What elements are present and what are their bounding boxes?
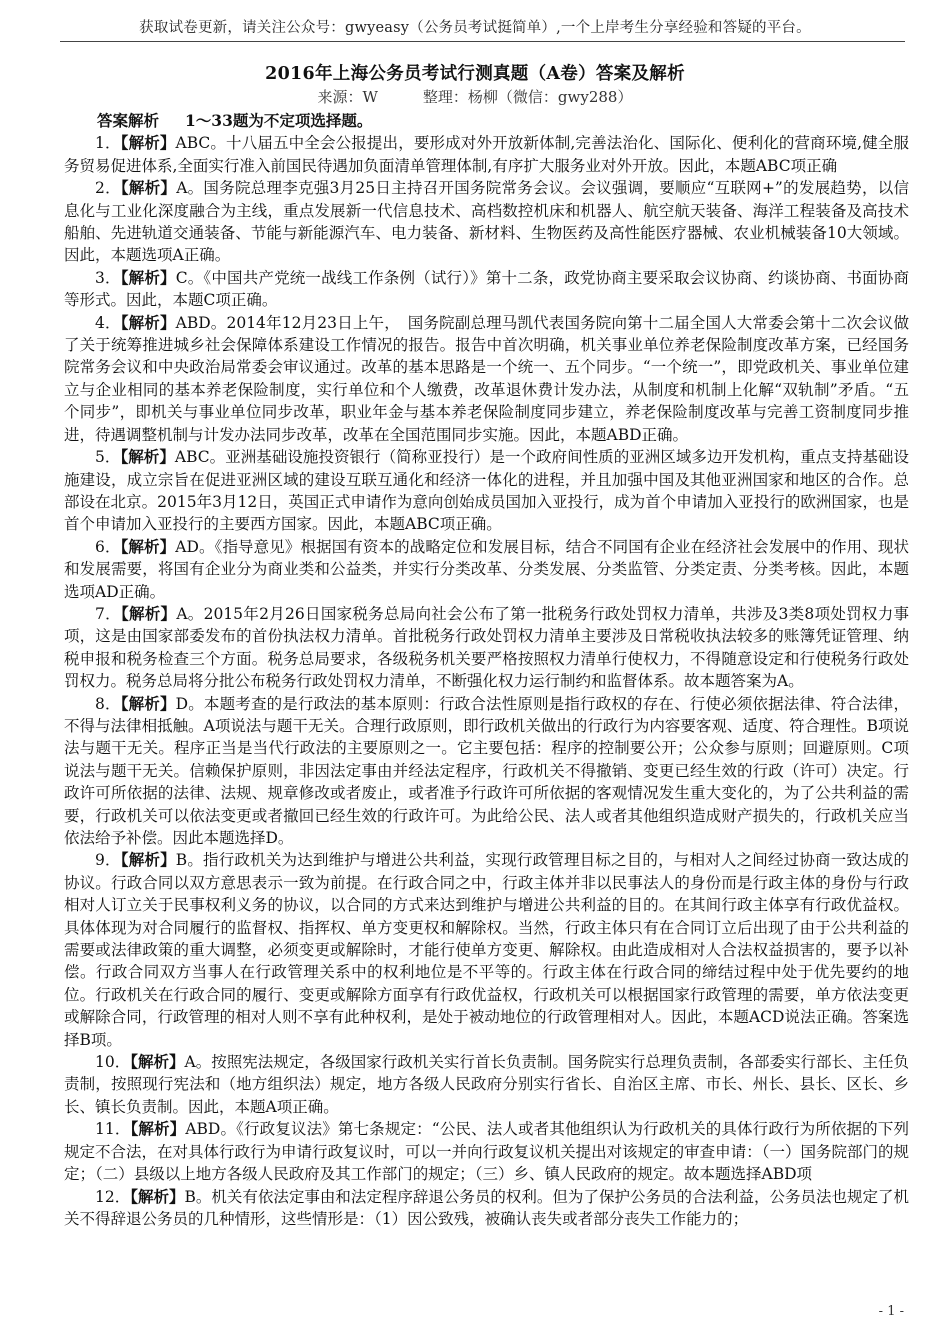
answer-item [64, 603, 909, 693]
intro-line [64, 110, 909, 132]
item-number: 8． [95, 694, 121, 713]
item-number: 12． [95, 1187, 131, 1206]
item-number: 2． [95, 179, 121, 198]
analysis-tag: 【解析】 [120, 850, 176, 870]
item-text: ABD。2014年12月23日上午， 国务院副总理马凯代表国务院向第十二届全国人大常委会第十二次会议做了关于统筹推进城乡社会保障体系建设工作情况的报告。报告中首次明确，机关事业单位养老保险制度改革方案，已经国务院常务会议和中央政治局常委会审议通过。改革的基本思路是一个统一、五个同步。“一个统一”，即党政机关、事业单位建立与企业相同的基本养老保险制度，实行单位和个人缴费，改革退休费计发办法，从制度和机制上化解“双轨制”矛盾。“五个同步”，即机关与事业单位同步改革，职业年金与基本养老保险制度同步建立，养老保险制度改革与完善工资制度同步推进，待遇调整机制与计发办法同步改革，改革在全国范围同步实施。因此，本题ABD正确。 [64, 313, 909, 444]
item-number: 6． [95, 537, 121, 556]
analysis-tag: 【解析】 [120, 536, 176, 556]
byline: 来源：W 整理：杨柳（微信：gwy288） [317, 88, 633, 106]
analysis-tag: 【解析】 [120, 312, 176, 332]
item-text: A。国务院总理李克强3月25日主持召开国务院常务会议。会议强调，要顺应“互联网+”的发展趋势，以信息化与工业化深度融合为主线，重点发展新一代信息技术、高档数控机床和机器人、航空航天装备、海洋工程装备及高技术船舶、先进轨道交通装备、节能与新能源汽车、电力装备、新材料、生物医药及高性能医疗器械、农业机械装备10大领域。因此，本题选项A正确。 [64, 179, 909, 265]
answer-item [64, 446, 909, 536]
analysis-tag: 【解析】 [120, 267, 176, 287]
item-number: 7． [95, 604, 121, 623]
item-text: ABC。亚洲基础设施投资银行（简称亚投行）是一个政府间性质的亚洲区域多边开发机构，重点支持基础设施建设，成立宗旨在促进亚洲区域的建设互联互通化和经济一体化的进程，并且加强中国及其他亚洲国家和地区的合作。总部设在北京。2015年3月12日，英国正式申请作为意向创始成员国加入亚投行，成为首个申请加入亚投行的欧洲国家，也是首个申请加入亚投行的主要西方国家。因此，本题ABC项正确。 [64, 448, 909, 534]
answer-list [64, 132, 909, 1230]
analysis-tag: 【解析】 [120, 178, 177, 198]
item-text: D。本题考查的是行政法的基本原则：行政合法性原则是指行政权的存在、行使必须依据法律、符合法律，不得与法律相抵触。A项说法与题干无关。合理行政原则，即行政机关做出的行政行为内容要客观、适度、符合理性。B项说法与题干无关。程序正当是当代行政法的主要原则之一。它主要包括：程序的控制要公开；公众参与原则；回避原则。C项说法与题干无关。信赖保护原则，非因法定事由并经法定程序，行政机关不得撤销、变更已经生效的行政（许可）决定。行政许可所依据的法律、法规、规章修改或者废止，或者准予行政许可所依据的客观情况发生重大变化的，为了公共利益的需要，行政机关可以依法变更或者撤回已经生效的行政许可。为此给公民、法人或者其他组织造成财产损失的，行政机关应当依法给予补偿。因此本题选择D。 [64, 694, 909, 847]
item-number: 5． [95, 448, 121, 467]
item-number: 9． [95, 851, 121, 870]
page-title: 2016年上海公务员考试行测真题（A卷）答案及解析 [265, 64, 685, 84]
item-number: 11． [95, 1120, 131, 1139]
answer-item [64, 1118, 909, 1185]
analysis-tag: 【解析】 [130, 1052, 185, 1072]
item-text: C。《中国共产党统一战线工作条例（试行）》第十二条，政党协商主要采取会议协商、约谈协商、书面协商等形式。因此，本题C项正确。 [64, 268, 909, 310]
answer-item [64, 267, 909, 312]
analysis-tag: 【解析】 [130, 1119, 186, 1139]
header-divider [60, 41, 905, 42]
answer-item [64, 1051, 909, 1118]
analysis-tag: 【解析】 [120, 603, 177, 623]
header-note: 获取试卷更新，请关注公众号：gwyeasy（公务员考试挺简单）,一个上岸考生分享经验和答疑的平台。 [139, 20, 811, 36]
item-number: 4． [95, 313, 121, 332]
answer-item [64, 312, 909, 446]
answer-item [64, 1186, 909, 1231]
analysis-tag: 【解析】 [120, 693, 176, 713]
answer-item [64, 849, 909, 1051]
item-text: ABD。《行政复议法》第七条规定：“公民、法人或者其他组织认为行政机关的具体行政行为所依据的下列规定不合法，在对具体行政行为申请行政复议时，可以一并向行政复议机关提出对该规定的审查申请：（一）国务院部门的规定；（二）县级以上地方各级人民政府及其工作部门的规定；（三）乡、镇人民政府的规定。故本题选择ABD项 [64, 1120, 909, 1184]
item-number: 1． [95, 134, 121, 153]
intro-label: 答案解析 [97, 111, 160, 130]
item-text: B。机关有依法定事由和法定程序辞退公务员的权利。但为了保护公务员的合法利益，公务员法也规定了机关不得辞退公务员的几种情形，这些情形是：（1）因公致残，被确认丧失或者部分丧失工作能力的； [64, 1187, 909, 1228]
item-number: 10． [95, 1053, 131, 1072]
answer-item [64, 693, 909, 850]
page-number: - 1 - [878, 1304, 904, 1319]
item-text: A。按照宪法规定，各级国家行政机关实行首长负责制。国务院实行总理负责制，各部委实行部长、主任负责制，按照现行宪法和（地方组织法）规定，地方各级人民政府分别实行省长、自治区主席、市长、州长、县长、区长、乡长、镇长负责制。因此，本题A项正确。 [64, 1053, 909, 1116]
answer-item [64, 177, 909, 267]
intro-text: 1～33题为不定项选择题。 [185, 111, 373, 130]
answer-item [64, 132, 909, 177]
answer-body [64, 110, 909, 1230]
item-text: A。2015年2月26日国家税务总局向社会公布了第一批税务行政处罚权力清单，共涉及3类8项处罚权力事项，这是由国家部委发布的首份执法权力清单。首批税务行政处罚权力清单主要涉及日常税收执法较多的账簿凭证管理、纳税申报和税务检查三个方面。税务总局要求，各级税务机关要严格按照权力清单行使权力，不得随意设定和行使税务行政处罚权力。税务总局将分批公布税务行政处罚权力清单，不断强化权力运行制约和监督体系。故本题答案为A。 [64, 604, 909, 691]
item-text: ABC。十八届五中全会公报提出，要形成对外开放新体制,完善法治化、国际化、便利化的营商环境,健全服务贸易促进体系,全面实行准入前国民待遇加负面清单管理体制,有序扩大服务业对外开放。因此，本题ABC项正确 [64, 134, 909, 175]
answer-item [64, 536, 909, 603]
item-text: AD。《指导意见》根据国有资本的战略定位和发展目标，结合不同国有企业在经济社会发展中的作用、现状和发展需要，将国有企业分为商业类和公益类，并实行分类改革、分类发展、分类监管、分类定责、分类考核。因此，本题选项AD正确。 [64, 537, 909, 601]
analysis-tag: 【解析】 [120, 133, 176, 153]
analysis-tag: 【解析】 [120, 447, 175, 467]
analysis-tag: 【解析】 [130, 1186, 185, 1206]
item-number: 3． [95, 268, 121, 287]
item-text: B。指行政机关为达到维护与增进公共利益，实现行政管理目标之目的，与相对人之间经过协商一致达成的协议。行政合同以双方意思表示一致为前提。在行政合同之中，行政主体并非以民事法人的身份而是行政主体的身份与行政相对人订立关于民事权利义务的协议，以合同的方式来达到维护与增进公共利益的目的。在其间行政主体享有行政优益权。具体体现为对合同履行的监督权、指挥权、单方变更权和解除权。当然，行政主体只有在合同订立后出现了由于公共利益的需要或法律政策的重大调整，必须变更或解除时，才能行使单方变更、解除权。由此造成相对人合法权益损害的，要予以补偿。行政合同双方当事人在行政管理关系中的权利地位是不平等的。行政主体在行政合同的缔结过程中处于优先要约的地位。行政机关在行政合同的履行、变更或解除方面享有行政优益权，行政机关可以根据国家行政管理的需要，单方依法变更或解除合同，行政管理的相对人则不享有此种权利，是处于被动地位的行政管理相对人。因此，本题ACD说法正确。答案选择B项。 [64, 851, 909, 1049]
